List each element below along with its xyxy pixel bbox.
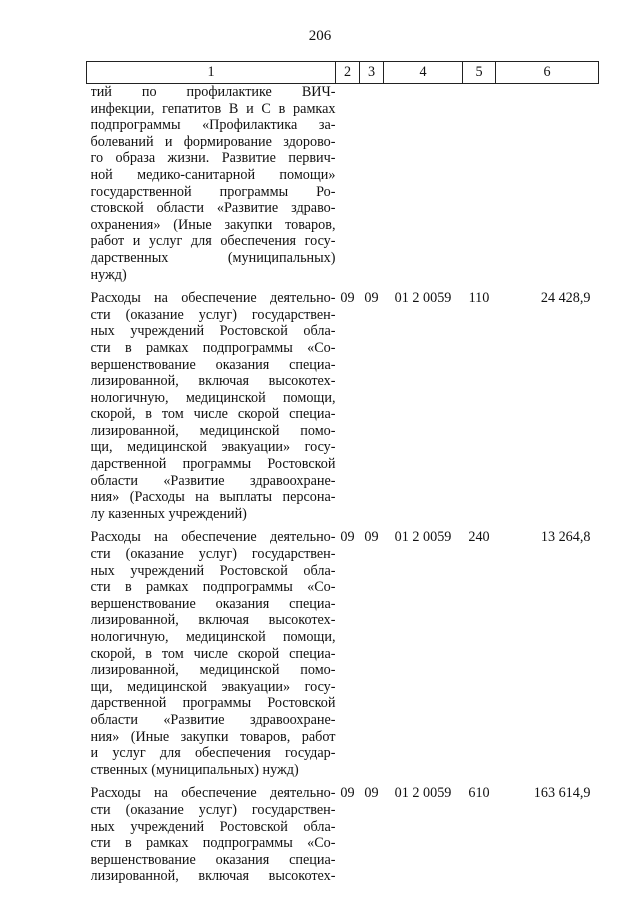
table-row [87, 785, 599, 892]
subsection-code: 09 [364, 785, 379, 802]
table-row [87, 529, 599, 785]
description-line: охранения» (Иные закупки товаров, [90, 216, 336, 233]
description-line: дарственной программы Ростовской [90, 456, 336, 473]
description-line: лизированной, медицинской помо- [90, 422, 336, 439]
description-line: ния» (Расходы на выплаты персона- [90, 489, 336, 506]
description-line: государственной программы Ро- [90, 183, 336, 200]
continuation-description [87, 84, 336, 291]
description-line: ной медико-санитарной помощи» [90, 166, 336, 183]
description-line: стовской области «Развитие здраво- [90, 200, 336, 217]
description-line: лизированной, включая высокотех- [90, 612, 336, 629]
header-col-2: 2 [336, 62, 360, 84]
description-line: дарственных (муниципальных) [90, 249, 336, 266]
row-description [87, 290, 336, 529]
description-line: го образа жизни. Развитие первич- [90, 150, 336, 167]
section-code: 09 [340, 785, 355, 802]
description-line: болеваний и формирование здорово- [90, 133, 336, 150]
description-line: лизированной, включая высокотех- [90, 373, 336, 390]
description-line: вершенствование оказания специа- [90, 851, 336, 868]
description-line: сти (оказание услуг) государствен- [90, 546, 336, 563]
expense-type-code: 240 [468, 529, 490, 546]
description-line: ных учреждений Ростовской обла- [90, 818, 336, 835]
description-line: сти (оказание услуг) государствен- [90, 801, 336, 818]
description-line: лизированной, включая высокотех- [90, 868, 336, 885]
description-line: сти в рамках подпрограммы «Со- [90, 835, 336, 852]
row-description [87, 785, 336, 892]
description-line: области «Развитие здравоохране- [90, 472, 336, 489]
description-line: щи, медицинской эвакуации» госу- [90, 439, 336, 456]
table-row [87, 290, 599, 529]
page-number: 206 [308, 28, 332, 44]
description-line: сти (оказание услуг) государствен- [90, 306, 336, 323]
description-line: инфекции, гепатитов В и С в рамках [90, 100, 336, 117]
table-row-continuation [87, 84, 599, 291]
description-line: дарственной программы Ростовской [90, 695, 336, 712]
description-line: нологичную, медицинской помощи, [90, 629, 336, 645]
description-line: Расходы на обеспечение деятельно- [90, 785, 336, 802]
description-line: области «Развитие здравоохране- [90, 711, 336, 728]
description-line: ния» (Иные закупки товаров, работ [90, 728, 336, 745]
budget-table [86, 61, 599, 892]
target-article-code: 01 2 0059 [394, 529, 452, 546]
target-article-code: 01 2 0059 [394, 785, 452, 802]
description-line: вершенствование оказания специа- [90, 595, 336, 612]
amount-value: 24 428,9 [540, 290, 591, 307]
header-col-6: 6 [496, 62, 599, 84]
section-code: 09 [340, 290, 355, 307]
description-line: тий по профилактике ВИЧ- [90, 84, 336, 100]
description-line: подпрограммы «Профилактика за- [90, 117, 336, 134]
description-line: лизированной, медицинской помо- [90, 662, 336, 679]
row-description [87, 529, 336, 785]
header-col-5: 5 [463, 62, 496, 84]
amount-value: 163 614,9 [533, 785, 591, 802]
subsection-code: 09 [364, 529, 379, 546]
subsection-code: 09 [364, 290, 379, 307]
description-line: ных учреждений Ростовской обла- [90, 323, 336, 340]
description-line: нужд) [90, 266, 127, 283]
description-line: и услуг для обеспечения государ- [90, 745, 336, 762]
description-line: сти в рамках подпрограммы «Со- [90, 579, 336, 596]
expense-type-code: 110 [468, 290, 490, 307]
header-col-1: 1 [87, 62, 336, 84]
description-line: щи, медицинской эвакуации» госу- [90, 678, 336, 695]
header-col-4: 4 [384, 62, 463, 84]
description-line: нологичную, медицинской помощи, [90, 389, 336, 406]
description-line: вершенствование оказания специа- [90, 356, 336, 373]
section-code: 09 [340, 529, 355, 546]
description-line: скорой, в том числе скорой специа- [90, 406, 336, 423]
description-line: скорой, в том числе скорой специа- [90, 645, 336, 662]
table-header-row [87, 62, 599, 84]
description-line: Расходы на обеспечение деятельно- [90, 290, 336, 307]
description-line: работ и услуг для обеспечения госу- [90, 233, 336, 250]
amount-value: 13 264,8 [540, 529, 591, 546]
target-article-code: 01 2 0059 [394, 290, 452, 307]
description-line: лу казенных учреждений) [90, 505, 247, 522]
header-col-3: 3 [360, 62, 384, 84]
expense-type-code: 610 [468, 785, 490, 802]
description-line: ных учреждений Ростовской обла- [90, 562, 336, 579]
description-line: сти в рамках подпрограммы «Со- [90, 339, 336, 356]
description-line: ственных (муниципальных) нужд) [90, 761, 299, 778]
description-line: Расходы на обеспечение деятельно- [90, 529, 336, 546]
